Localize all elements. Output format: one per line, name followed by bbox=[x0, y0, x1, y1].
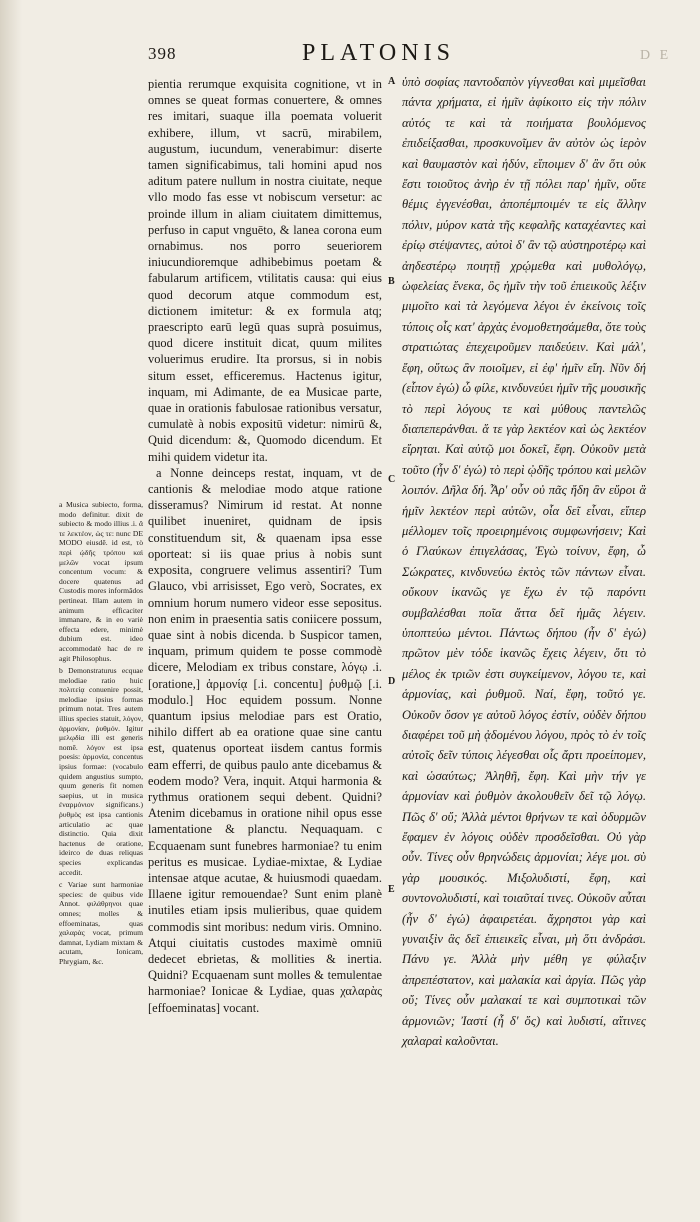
greek-column bbox=[402, 72, 646, 1052]
section-letter-c: C bbox=[388, 474, 396, 485]
section-letter-a: A bbox=[388, 76, 396, 87]
latin-column bbox=[148, 76, 382, 1016]
greek-paragraph: ὑπὸ σοφίας παντοδαπὸν γίγνεσθαι καὶ μιμεῖσθαι πάντα χρήματα, εἰ ἡμῖν ἀφίκοιτο εἰς τὴν πόλιν αὐτός τε καὶ τὰ ποιήματα βουλόμενος ἐπιδείξασθαι, προσκυνοῖμεν ἂν αὐτὸν ὡς ἱερὸν καὶ θαυμαστὸν καὶ ἡδύν, εἴποιμεν δ' ἂν ὅτι οὐκ ἔστι τοιοῦτος ἀνὴρ ἐν τῇ πόλει παρ' ἡμῖν, οὔτε θέμις ἐγγενέσθαι, ἀποπέμποιμέν τε εἰς ἄλλην πόλιν, μύρον κατὰ τῆς κεφαλῆς καταχέαντες καὶ ἐρίῳ στέψαντες, αὐτοὶ δ' ἂν τῷ αὐστηροτέρῳ καὶ ἀηδεστέρῳ ποιητῇ χρῴμεθα καὶ μυθολόγῳ, ὠφελείας ἕνεκα, ὃς ἡμῖν τὴν τοῦ ἐπιεικοῦς λέξιν μιμοῖτο καὶ τὰ λεγόμενα λέγοι ἐν ἐκείνοις τοῖς τύποις οἷς κατ' ἀρχὰς ἐνομοθετησάμεθα, ὅτε τοὺς στρατιώτας ἐπεχειροῦμεν παιδεύειν. Καὶ μάλ', ἔφη, οὕτως ἂν ποιοῖμεν, εἰ ἐφ' ἡμῖν εἴη. Νῦν δή (εἶπον ἐγώ) ὦ φίλε, κινδυνεύει ἡμῖν τῆς μουσικῆς τὸ περὶ λόγους τε καὶ μύθους παντελῶς διαπεπεράνθαι. ἅ τε γὰρ λεκτέον καὶ ὡς λεκτέον εἴρηται. Καὶ αὐτῷ μοι δοκεῖ, ἔφη. Οὐκοῦν μετὰ τοῦτο (ἦν δ' ἐγώ) τὸ περὶ ᾠδῆς τρόπου καὶ μελῶν λοιπόν. Δῆλα δή. Ἆρ' οὖν οὐ πᾶς ἤδη ἂν εὕροι ἃ ἡμῖν λεκτέον περὶ αὐτῶν, οἷα δεῖ εἶναι, εἴπερ μέλλομεν τοῖς προειρημένοις συμφωνήσειν; Καὶ ὁ Γλαύκων ἐπιγελάσας, Ἐγὼ τοίνυν, ἔφη, ὦ Σώκρατες, κινδυνεύω ἐκτὸς τῶν πάντων εἶναι. οὔκουν ἱκανῶς γε ἔχω ἐν τῷ παρόντι συμβαλέσθαι ποῖα ἄττα δεῖ ἡμᾶς λέγειν. ὑποπτεύω μέντοι. Πάντως δήπου (ἦν δ' ἐγώ) πρῶτον μὲν τόδε ἱκανῶς ἔχεις λέγειν, ὅτι τὸ μέλος ἐκ τριῶν ἐστι συγκείμενον, λόγου τε, καὶ ἁρμονίας, καὶ ῥυθμοῦ. Ναί, ἔφη, τοῦτό γε. Οὐκοῦν ὅσον γε αὐτοῦ λόγος ἐστίν, οὐδὲν δήπου διαφέρει τοῦ μὴ ᾀδομένου λόγου, πρὸς τὸ ἐν τοῖς αὐτοῖς δεῖν τύποις λέγεσθαι οἷς ἄρτι προείπομεν, καὶ ὡσαύτως; Ἀληθῆ, ἔφη. Καὶ μὴν τήν γε ἁρμονίαν καὶ ῥυθμὸν ἀκολουθεῖν δεῖ τῷ λόγῳ. Πῶς δ' οὔ; Ἀλλὰ μέντοι θρήνων τε καὶ ὀδυρμῶν ἔφαμεν ἐν λόγοις οὐδὲν προσδεῖσθαι. Οὐ γὰρ οὖν. Τίνες οὖν θρηνώδεις ἁρμονίαι; λέγε μοι. σὺ γὰρ μουσικός. Μιξολυδιστί, ἔφη, καὶ συντονολυδιστί, καὶ τοιαῦταί τινες. Οὐκοῦν αὗται (ἦν δ' ἐγώ) ἀφαιρετέαι. ἄχρηστοι γὰρ καὶ γυναιξὶν ἃς δεῖ ἐπιεικεῖς εἶναι, μὴ ὅτι ἀνδράσι. Πάνυ γε. Ἀλλὰ μὴν μέθη γε φύλαξιν ἀπρεπέστατον, καὶ μαλακία καὶ ἀργία. Πῶς γὰρ οὔ; Τίνες οὖν μαλακαί τε καὶ συμποτικαὶ τῶν ἁρμονιῶν; Ἰαστί (ἦ δ' ὅς) καὶ λυδιστί, αἵτινες χαλαραὶ καλοῦνται. bbox=[402, 75, 646, 1049]
margin-note-b: b Demonstraturus ecquae melodiae ratio huic πολιτείᾳ conuenire possit, melodiae ipsius formas primum notat. Tres autem illius species statuit, λόγον, ἁρμονίαν, ῥυθμόν. Igitur μελῳδία illi est generis nomē. λόγον est ipsa poesis: ἁρμονία, concentus ipsius formae: (vocabulo quidem angustius sumpto, quum generis fit nomen saepius, ut in musica ἐναρμόνιον significans.) ῥυθμὸς est ipsa cantionis articulatio ac quae distinctio. Quia dixit hactenus de oratione, ideirco de duas reliquas species explicandas accedit. bbox=[59, 666, 143, 877]
bleed-through-text: D E bbox=[640, 48, 672, 63]
running-title: PLATONIS bbox=[302, 40, 455, 66]
marginal-notes bbox=[59, 500, 143, 970]
latin-paragraph: a Nonne deinceps restat, inquam, vt de cantionis & melodiae modo atque ratione disseramus? Nimirum id restat. At nonne quilibet inueniret, quidnam de ipsis constituendum sit, & quaenam ipsa esse oporteat: si iis quae prius à nobis sunt exposita, congruere velimus assentiri? Tum Glauco, vbi arrisisset, Ego verò, Socrates, ex omnium horum numero videor esse sepositus. non enim in praesentia satis coniicere possum, quae sint à nobis dicenda. b Suspicor tamen, inquam, primum quidem te posse commodè dicere, Melodiam ex tribus constare, λόγῳ .i. [oratione,] ἁρμονίᾳ [.i. concentu] ῥυθμῷ [.i. modulo.] Hoc equidem possum. Nonne quantum ipsius melodiae pars est Oratio, nihilo differt ab ea oratione quae sine cantu est, quatenus oporteat iisdem cantus formis eam efferri, de quibus paulo ante dicebamus & eodem modo? Vera, inquit. Atqui harmonia & rythmus orationem sequi debent. Quidni? Atenim dicebamus in oratione nihil opus esse lamentatione & planctu. Nequaquam. c Ecquaenam sunt funebres harmoniae? tu enim peritus es musicae. Lydiae-mixtae, & Lydiae intensae atque acutae, & huiusmodi quaedam. Illaene igitur remouendae? Sunt enim planè inutiles etiam ipsis mulieribus, quae quidem commodis sint moribus: nedum viris. Omnino. Atqui ciuitatis custodes maximè omniū dedecet ebrietas, & mollities & inertia. Quidni? Ecquaenam sunt molles & temulentae harmoniae? Ionicae & Lydiae, quas χαλαρὰς [effoeminatas] vocant. bbox=[148, 465, 382, 1015]
latin-paragraph: pientia rerumque exquisita cognitione, vt in omnes se queat formas conuertere, & omnes res imitari, suaque illa poemata voluerit exhibere, illum, vt sacrū, mirabilem, augustum, iucundum, venerabimur: diserte tamen significabimus, tali homini apud nos aditum patere nullum in nostra ciuitate, neque vllo modo fas esse vt nobiscum versetur: ac proinde illum in aliam ciuitatem dimittemus, perfuso in caput vnguēto, & lanea corona eum ornabimus. nos porro seueriorem iniucundioremque adhibebimus poetam & fabularum artificem, vtilitatis causa: qui eius quod decorum atque commodum est, dictionem imitetur: & ex formula atq; praescripto earū legū quas suprà posuimus, quod dicere instituit dicat, quum milites voluerimus erudire. Ita prorsus, si in nobis situm esset, efficeremus. Hactenus igitur, inquam, mi Adimante, de ea Musicae parte, quae in orationis fabulosae rationibus versatur, cumulatè à nobis expositū videtur: nimirū &, Quid dicendum: &, Quomodo dicendum. Et mihi quidem videtur ita. bbox=[148, 77, 382, 464]
page-number: 398 bbox=[148, 44, 177, 63]
section-letter-d: D bbox=[388, 676, 396, 687]
page-gutter-shadow bbox=[0, 0, 22, 1222]
section-letter-e: E bbox=[388, 884, 395, 895]
section-letter-b: B bbox=[388, 276, 395, 287]
margin-note-a: a Musica subiecto, forma, modo definitur. dixit de subiecto & modo illius .i. ἃ τε λεκτέον, ὡς τε: nunc DE MODO eiusdē. id est, τὸ περὶ ᾠδῆς τρόπου καὶ μελῶν vocat ipsum concentum vocum: & docere quatenus ad Custodis mores informādos pertineat. Illam autem in animum efficaciter immanare, & in eo variè effecta edere, minimè dubium est. ideo accommodatè hac de re agit Philosophus. bbox=[59, 500, 143, 663]
margin-note-c: c Variae sunt harmoniae species: de quibus vide Annot. φιλάθρηνοι quae omnes; molles & effoeminatas, quas χαλαρὰς vocat, primum damnat, Lydiam mixtam & acutam, Ionicam, Phrygiam, &c. bbox=[59, 880, 143, 966]
